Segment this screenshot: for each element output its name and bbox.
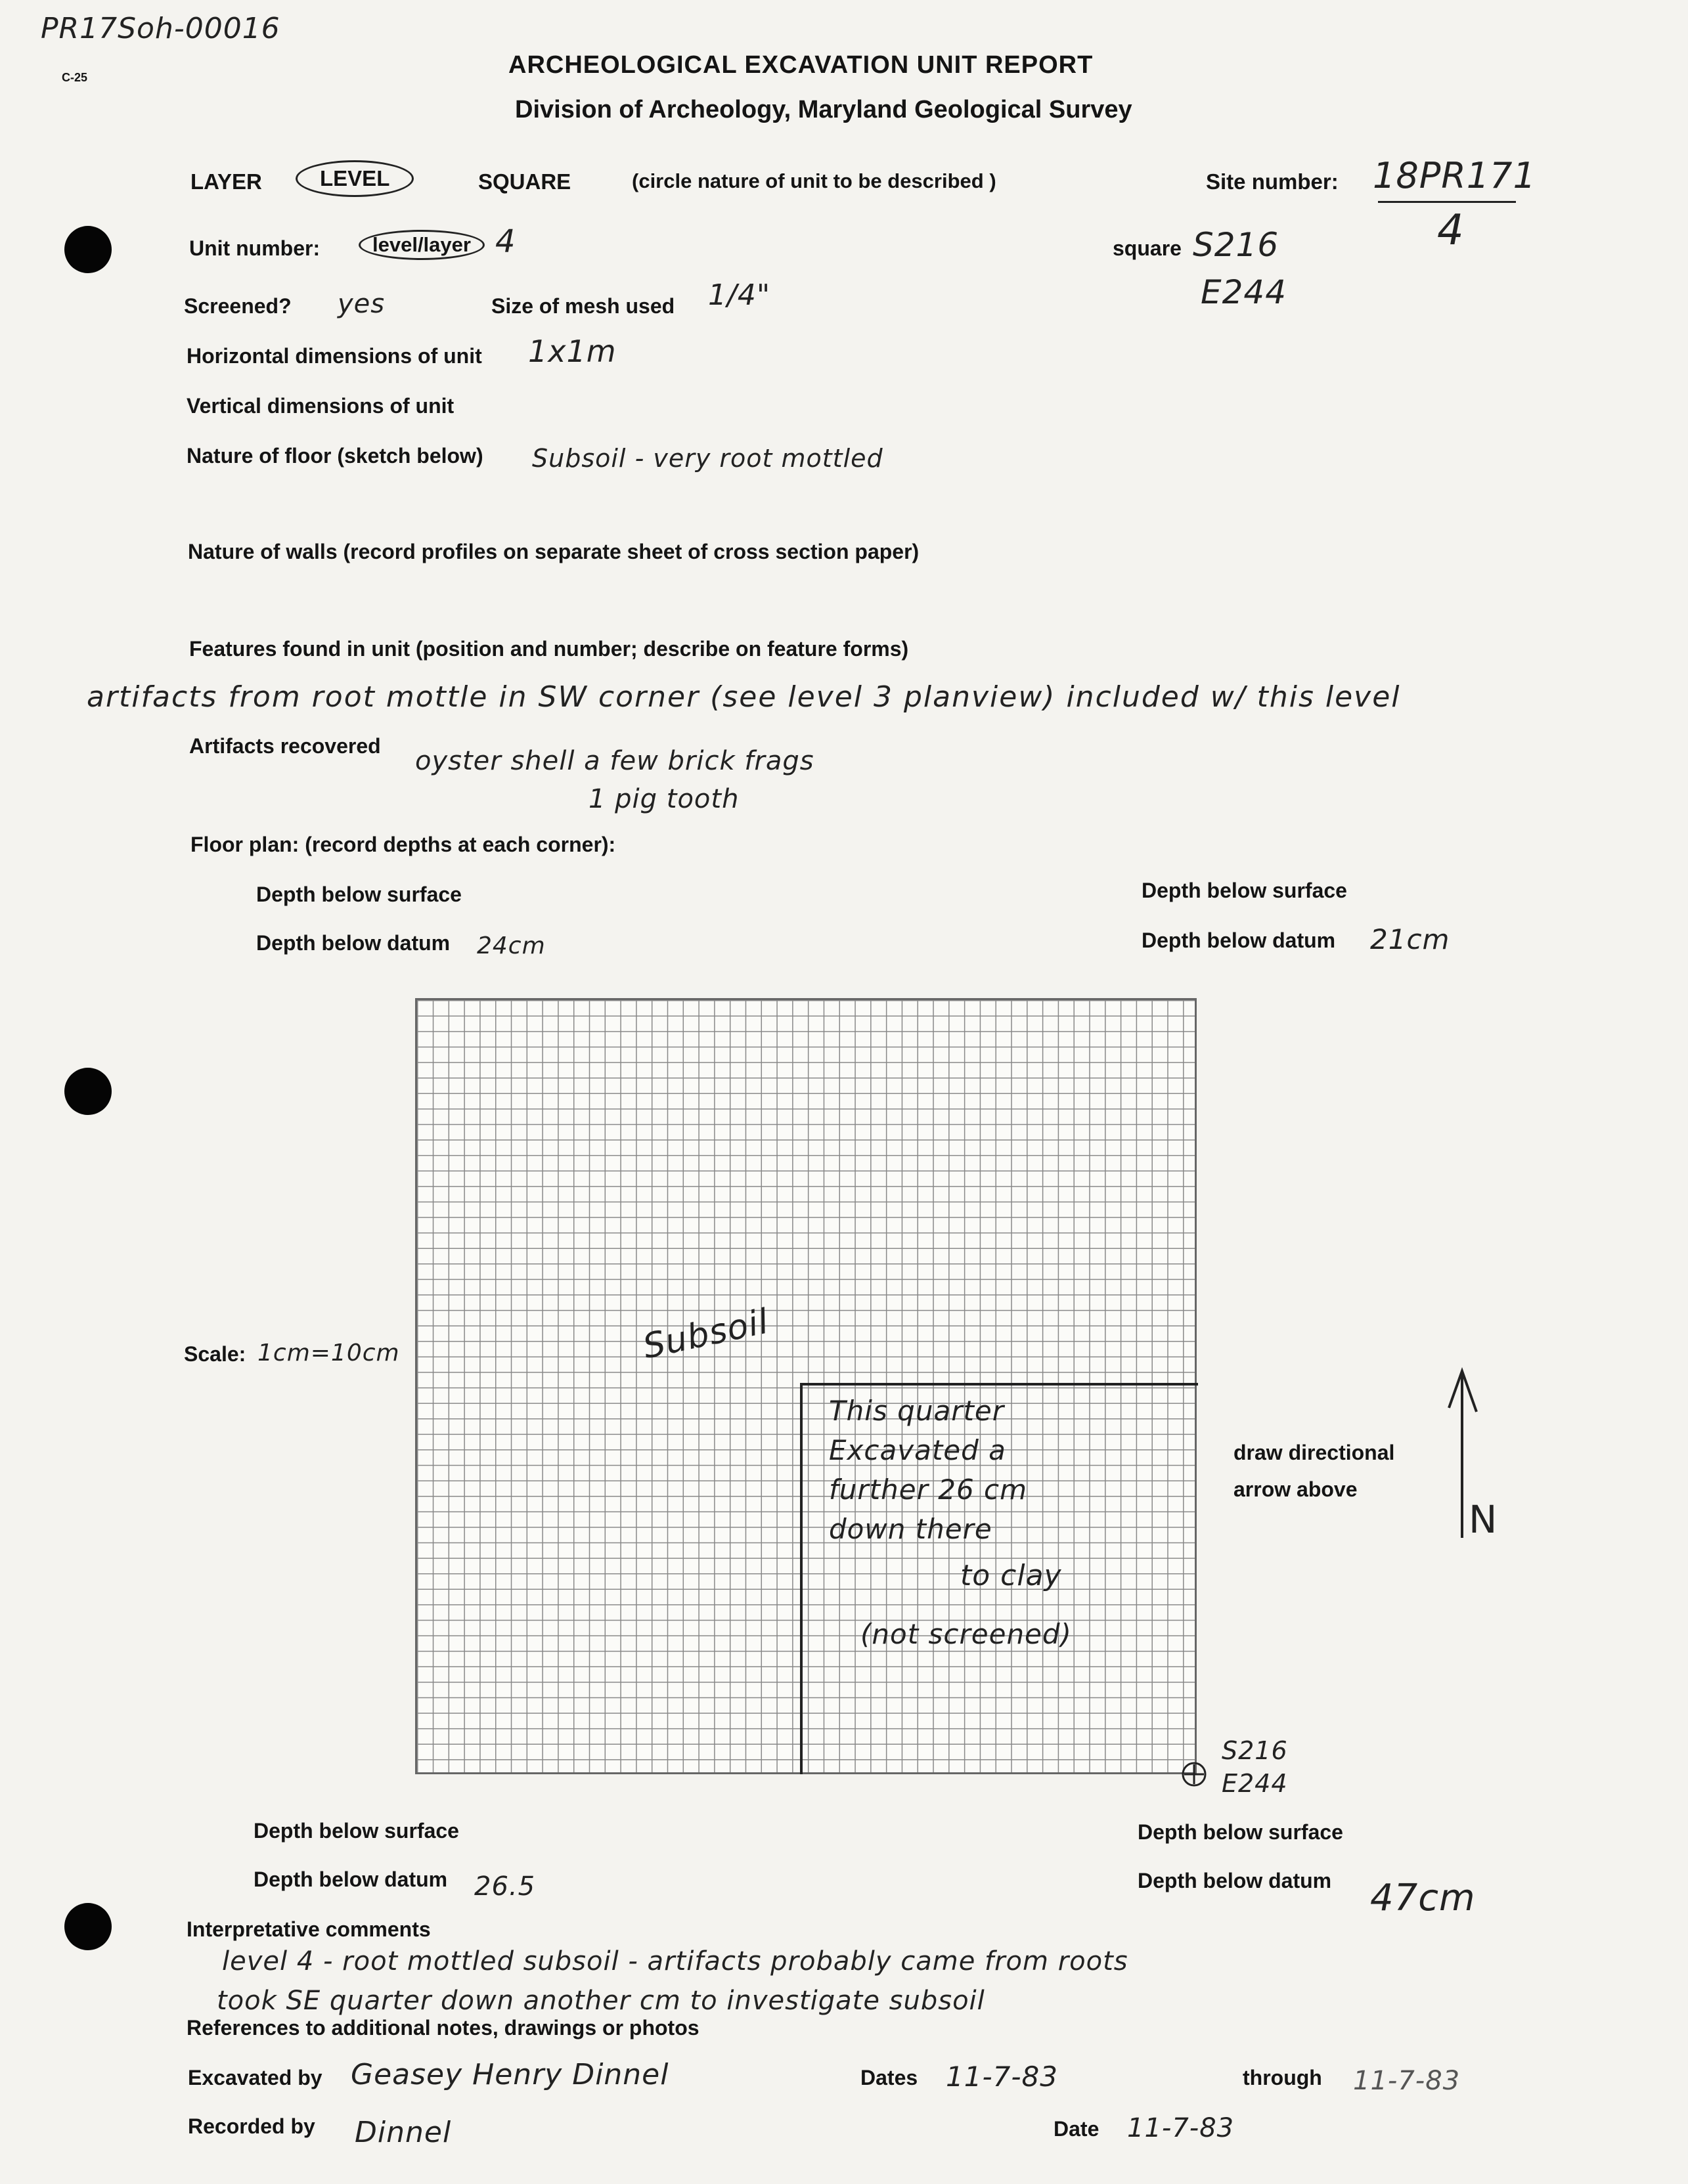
datum-marker-icon bbox=[1180, 1760, 1209, 1789]
depth-datum-bottom-left-value: 26.5 bbox=[474, 1871, 536, 1902]
record-date-value: 11-7-83 bbox=[1127, 2113, 1235, 2143]
arrow-instruction-line1: draw directional bbox=[1233, 1441, 1395, 1464]
handwritten-record-id: PR17Soh-00016 bbox=[41, 12, 280, 45]
artifacts-value-line1: oyster shell a few brick frags bbox=[415, 746, 814, 776]
binder-hole-top bbox=[64, 226, 112, 273]
artifacts-value-line2: 1 pig tooth bbox=[589, 784, 740, 814]
quarter-note-line1: This quarter bbox=[829, 1395, 1005, 1427]
record-date-label: Date bbox=[1054, 2117, 1099, 2141]
form-title: ARCHEOLOGICAL EXCAVATION UNIT REPORT bbox=[508, 51, 1094, 79]
option-layer: LAYER bbox=[190, 169, 262, 194]
quarter-note-line4: down there bbox=[829, 1513, 992, 1545]
quarter-outline-left bbox=[800, 1383, 803, 1774]
floor-plan-grid bbox=[415, 998, 1197, 1774]
screened-value: yes bbox=[338, 289, 386, 319]
scale-label: Scale: bbox=[184, 1342, 246, 1366]
unit-number-value: 4 bbox=[495, 223, 516, 260]
vertical-dimensions-label: Vertical dimensions of unit bbox=[187, 394, 455, 418]
site-number-value: 18PR171 bbox=[1373, 155, 1536, 196]
datum-marker-north: S216 bbox=[1222, 1736, 1288, 1765]
features-label: Features found in unit (position and number; describe on feature forms) bbox=[189, 637, 909, 661]
dates-label: Dates bbox=[860, 2066, 918, 2089]
datum-marker-east: E244 bbox=[1222, 1769, 1288, 1798]
excavated-by-value: Geasey Henry Dinnel bbox=[351, 2058, 669, 2091]
north-label: N bbox=[1469, 1497, 1498, 1542]
binder-hole-bottom bbox=[64, 1903, 112, 1950]
horizontal-dimensions-value: 1x1m bbox=[528, 334, 617, 369]
sketch-subsoil-label: Subsoil bbox=[639, 1301, 772, 1367]
unit-type-instruction: (circle nature of unit to be described ) bbox=[632, 169, 996, 192]
depth-datum-top-left-value: 24cm bbox=[477, 932, 546, 959]
comments-label: Interpretative comments bbox=[187, 1917, 431, 1941]
depth-surface-bottom-right-label: Depth below surface bbox=[1138, 1820, 1343, 1844]
quarter-outline-top bbox=[800, 1383, 1198, 1386]
recorded-by-label: Recorded by bbox=[188, 2114, 315, 2138]
through-label: through bbox=[1243, 2066, 1322, 2089]
horizontal-dimensions-label: Horizontal dimensions of unit bbox=[187, 344, 482, 368]
floor-plan-label: Floor plan: (record depths at each corner): bbox=[190, 833, 616, 856]
quarter-note-line2: Excavated a bbox=[829, 1434, 1006, 1466]
depth-datum-bottom-left-label: Depth below datum bbox=[254, 1867, 448, 1891]
quarter-note-line3: further 26 cm bbox=[829, 1474, 1028, 1506]
nature-of-floor-value: Subsoil - very root mottled bbox=[532, 444, 883, 473]
binder-hole-middle bbox=[64, 1068, 112, 1115]
square-label: square bbox=[1113, 236, 1182, 260]
screened-label: Screened? bbox=[184, 294, 292, 318]
scale-value: 1cm=10cm bbox=[257, 1340, 400, 1366]
depth-surface-top-left-label: Depth below surface bbox=[256, 883, 462, 906]
depth-datum-bottom-right-value: 47cm bbox=[1370, 1877, 1476, 1919]
option-level-circled: LEVEL bbox=[296, 160, 414, 197]
mesh-label: Size of mesh used bbox=[491, 294, 675, 318]
site-number-label: Site number: bbox=[1206, 169, 1339, 194]
recorded-by-value: Dinnel bbox=[355, 2116, 452, 2149]
quarter-note-line6: (not screened) bbox=[860, 1618, 1072, 1650]
comments-line1: level 4 - root mottled subsoil - artifacts probably came from roots bbox=[222, 1946, 1128, 1977]
depth-datum-top-left-label: Depth below datum bbox=[256, 931, 451, 955]
site-number-underline bbox=[1378, 201, 1516, 203]
arrow-instruction-line2: arrow above bbox=[1233, 1477, 1358, 1501]
quarter-note-line5: to clay bbox=[960, 1559, 1062, 1592]
depth-datum-bottom-right-label: Depth below datum bbox=[1138, 1869, 1332, 1892]
dates-to-value: 11-7-83 bbox=[1353, 2066, 1461, 2096]
depth-surface-bottom-left-label: Depth below surface bbox=[254, 1819, 459, 1843]
references-label: References to additional notes, drawings or photos bbox=[187, 2016, 700, 2040]
site-number-subvalue: 4 bbox=[1437, 206, 1465, 255]
depth-datum-top-right-label: Depth below datum bbox=[1142, 928, 1336, 952]
depth-datum-top-right-value: 21cm bbox=[1370, 923, 1450, 955]
form-subtitle: Division of Archeology, Maryland Geological Survey bbox=[515, 96, 1132, 123]
excavated-by-label: Excavated by bbox=[188, 2066, 322, 2089]
nature-of-walls-label: Nature of walls (record profiles on separate sheet of cross section paper) bbox=[188, 540, 920, 563]
depth-surface-top-right-label: Depth below surface bbox=[1142, 879, 1347, 902]
nature-of-floor-label: Nature of floor (sketch below) bbox=[187, 444, 483, 468]
square-value-east: E244 bbox=[1201, 273, 1287, 311]
mesh-value: 1/4" bbox=[708, 278, 771, 312]
features-value: artifacts from root mottle in SW corner (see level 3 planview) included w/ this level bbox=[87, 680, 1401, 714]
comments-line2: took SE quarter down another cm to investigate subsoil bbox=[217, 1986, 985, 2016]
dates-from-value: 11-7-83 bbox=[946, 2061, 1058, 2093]
option-square: SQUARE bbox=[478, 169, 571, 194]
square-value-north: S216 bbox=[1193, 226, 1279, 264]
unit-number-circled: level/layer bbox=[359, 230, 485, 260]
unit-number-label: Unit number: bbox=[189, 236, 321, 260]
form-code: C-25 bbox=[62, 71, 88, 84]
artifacts-label: Artifacts recovered bbox=[189, 734, 381, 758]
